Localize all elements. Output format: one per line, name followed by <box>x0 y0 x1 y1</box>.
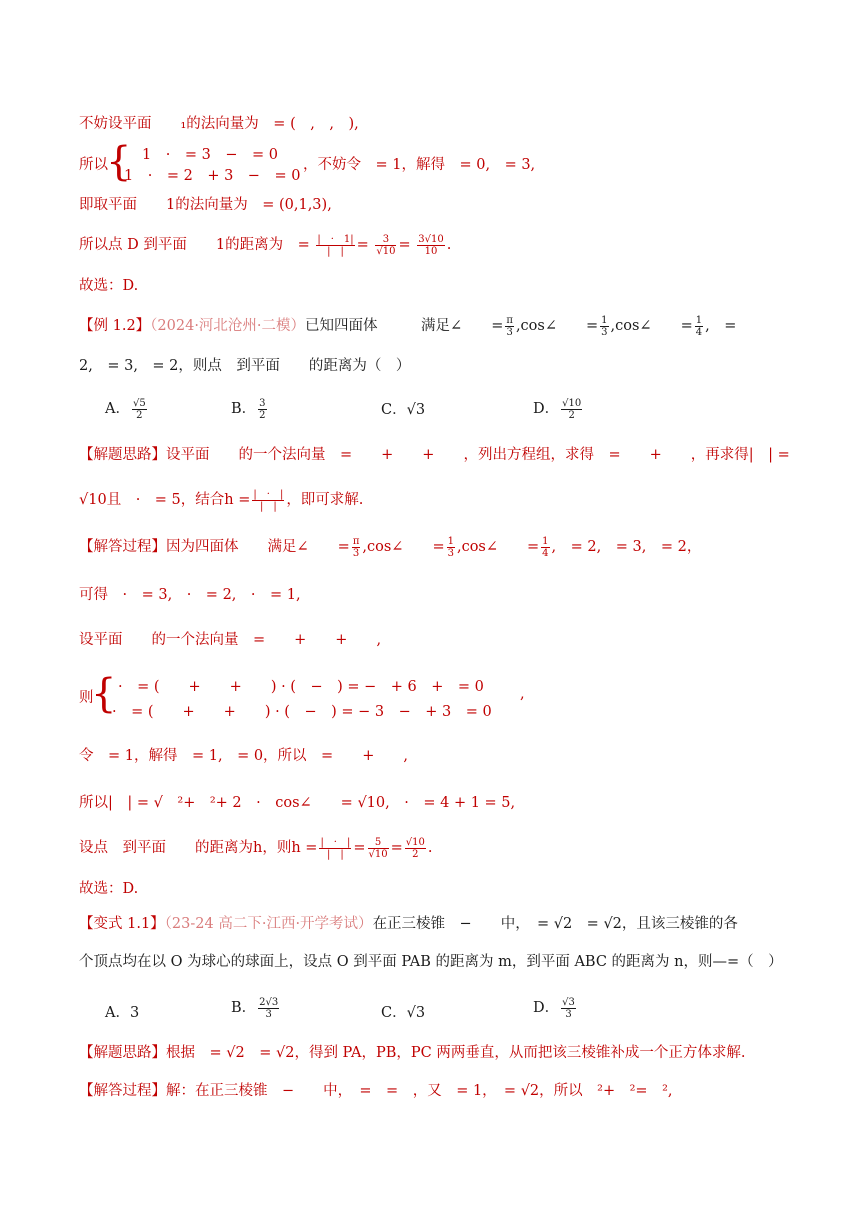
source-tag: （2024·河北沧州·二模） <box>150 318 306 334</box>
option-a: A． $\frac{√5}{2}$ <box>105 397 146 421</box>
answer-line: 故选：D. <box>79 881 139 897</box>
text: 所以点 D 到平面 1的距离为 = <box>79 237 310 253</box>
text-line: √10且 · = 5，结合h = $\frac{| \cdot |}{| |}$ ，即可求解. <box>79 488 364 512</box>
option-c: C．√3 <box>381 402 426 418</box>
option-a: A．3 <box>105 1005 140 1021</box>
text-line: 设点 到平面 的距离为h，则h = $\frac{| \cdot |}{| |}$ = $\frac{5}{√10}$ = $\frac{√10}{2}$ . <box>79 836 433 860</box>
equation-line: 1 · = 2 + 3 − = 0 <box>124 168 301 184</box>
solution-process: 【解答过程】解：在正三棱锥 − 中， = = ，又 = 1， = √2，所以 ²+ ²= ², <box>79 1083 673 1099</box>
equation-line: · = ( + + ) · ( − ) = − + 6 + = 0 <box>118 679 484 695</box>
fraction: $\frac{1}{4}$ <box>695 314 703 338</box>
fraction: $\frac{3}{√10}$ <box>376 233 396 257</box>
left-brace: { <box>106 139 132 185</box>
text-line: 2, = 3, = 2，则点 到平面 的距离为（ ） <box>79 358 411 374</box>
example-tag: 【例 1.2】 <box>79 318 151 334</box>
equation-line: 1 · = 3 − = 0 <box>142 147 278 163</box>
text: , <box>520 686 525 702</box>
text-line: 所以 <box>79 157 108 173</box>
variant-question: 【变式 1.1】（23-24 高二下·江西·开学考试）在正三棱锥 − 中， = √2 = √2，且该三棱锥的各 <box>79 916 738 932</box>
text-line: 所以点 D 到平面 1的距离为 = $\frac{| \cdot 1|}{| |}$ = $\frac{3}{√10}$ = $\frac{3√10}{10}$ . <box>79 233 452 257</box>
answer-line: 故选：D. <box>79 278 139 294</box>
text-line: 可得 · = 3, · = 2, · = 1, <box>79 587 301 603</box>
solution-process: 【解答过程】因为四面体 满足∠ = $\frac{\pi}{3}$ ,cos∠ = $\frac{1}{3}$ ,cos∠ = $\frac{1}{4}$ , = 2, = 3, = 2， <box>79 535 702 559</box>
option-b: B． $\frac{3}{2}$ <box>231 397 266 421</box>
text: , = <box>705 318 737 334</box>
left-brace: { <box>91 671 117 717</box>
text-line: 令 = 1，解得 = 1, = 0，所以 = + , <box>79 748 408 764</box>
equation-line: · = ( + + ) · ( − ) = − 3 − + 3 = 0 <box>112 704 492 720</box>
option-b: B． $\frac{2√3}{3}$ <box>231 996 279 1020</box>
text-line: 个顶点均在以 O 为球心的球面上，设点 O 到平面 PAB 的距离为 m，到平面 ABC 的距离为 n，则—=（ ） <box>79 954 783 970</box>
solution-idea: 【解题思路】根据 = √2 = √2，得到 PA，PB，PC 两两垂直，从而把该三棱锥补成一个正方体求解. <box>79 1045 746 1061</box>
text-line: 设平面 的一个法向量 = + + , <box>79 632 382 648</box>
text-line: 即取平面 1的法向量为 = (0,1,3), <box>79 197 332 213</box>
example-question <box>79 314 736 338</box>
fraction: $\frac{3√10}{10}$ <box>418 233 444 257</box>
text: ,cos∠ = <box>515 318 599 334</box>
fraction: $\frac{1}{3}$ <box>601 314 608 338</box>
text-line: 所以| | = √ ²+ ²+ 2 · cos∠ = √10, · = 4 + 1 = 5, <box>79 795 516 811</box>
text: 已知四面体 满足∠ = <box>305 318 504 334</box>
solution-idea: 【解题思路】设平面 的一个法向量 = + + ，列出方程组，求得 = + ，再求得| | = <box>79 447 790 463</box>
text: ,cos∠ = <box>610 318 693 334</box>
text-line: 不妨设平面 ₁的法向量为 = ( , , ), <box>79 116 359 132</box>
option-d: D． $\frac{√10}{2}$ <box>533 397 582 421</box>
option-d: D． $\frac{√3}{3}$ <box>533 996 575 1020</box>
fraction: $\frac{| \cdot 1|}{| |}$ <box>317 233 354 257</box>
text-line: ，不妨令 = 1，解得 = 0, = 3, <box>303 157 536 173</box>
fraction: $\frac{\pi}{3}$ <box>506 314 513 338</box>
option-c: C．√3 <box>381 1005 426 1021</box>
text-line: 则 <box>79 690 94 706</box>
